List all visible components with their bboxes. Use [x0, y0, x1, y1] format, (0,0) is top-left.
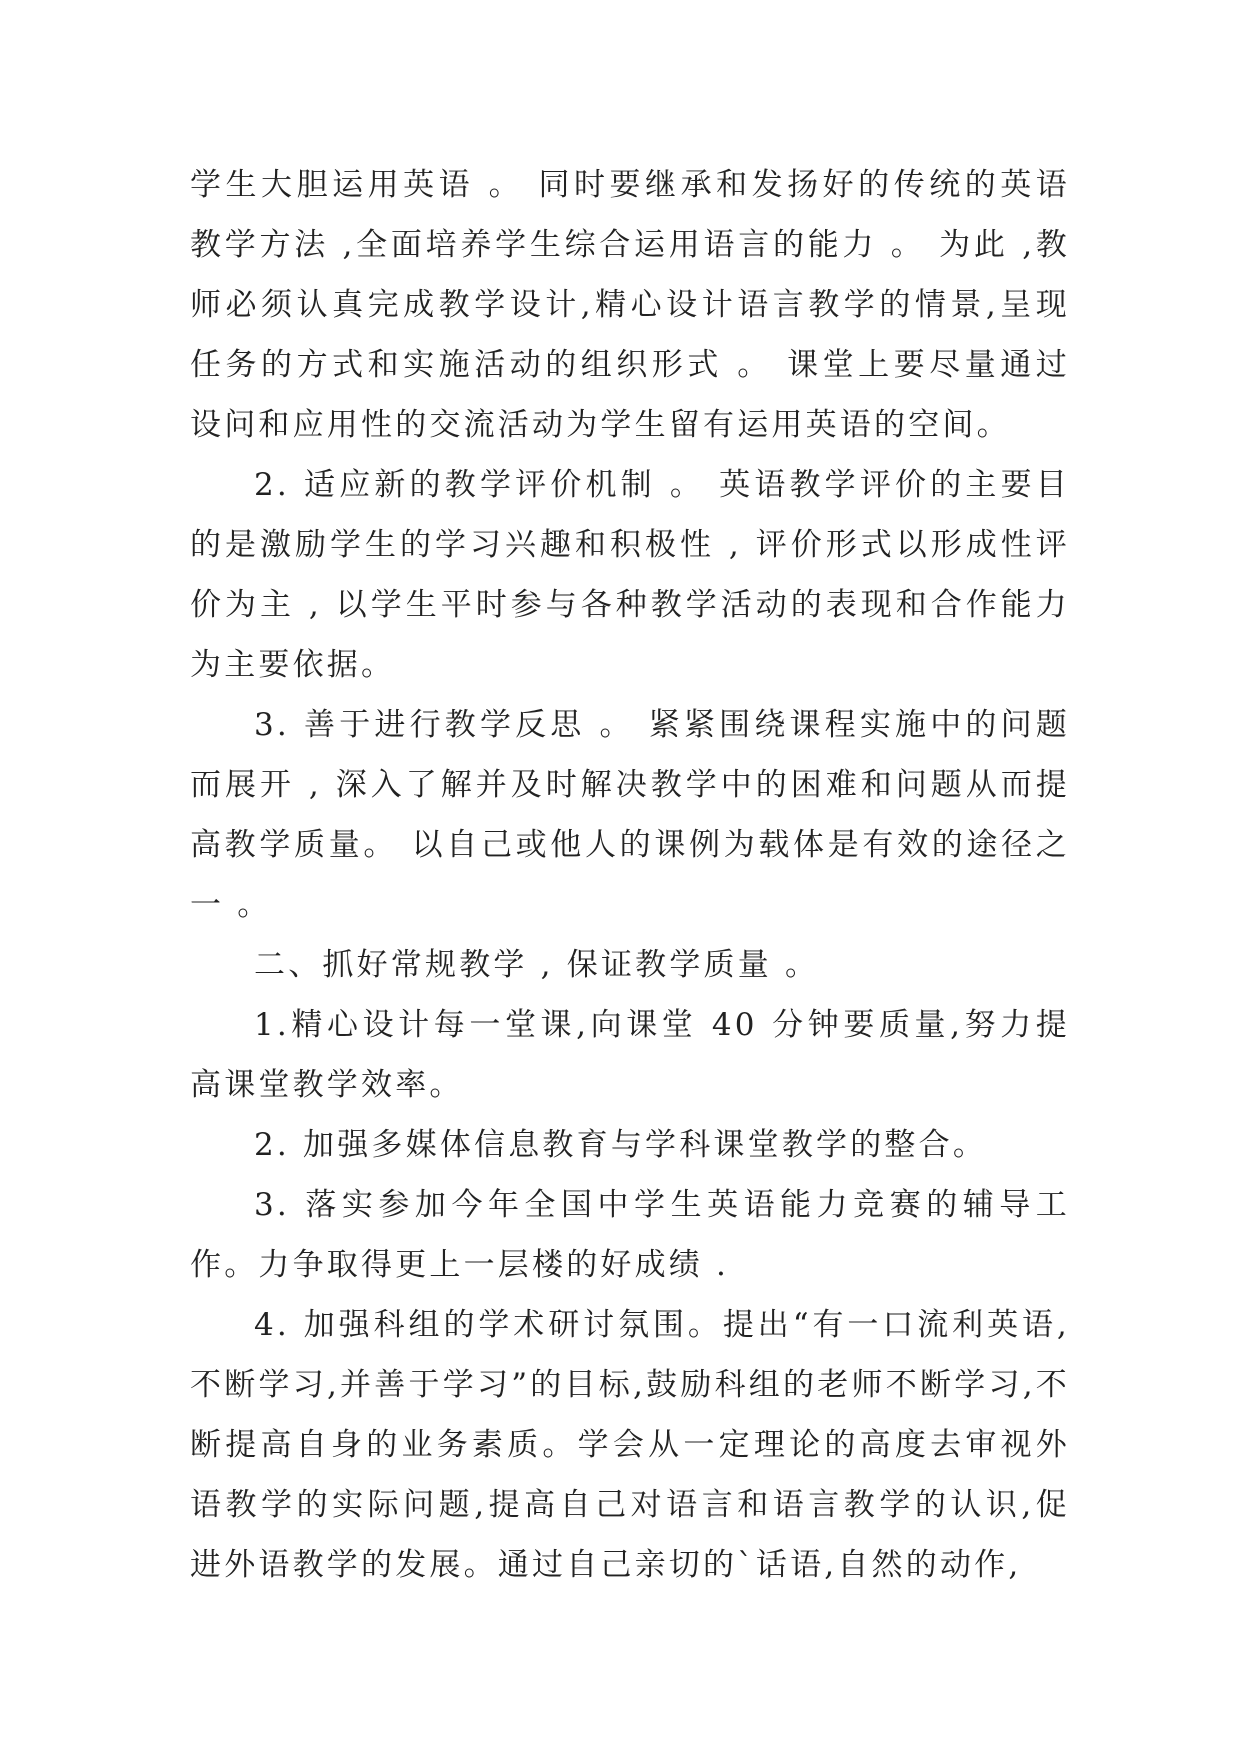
paragraph-item-2-evaluation: 2. 适应新的教学评价机制 。 英语教学评价的主要目的是激励学生的学习兴趣和积极性 , 评价形式以形成性评价为主 , 以学生平时参与各种教学活动的表现和合作能力为主要依据。 [190, 467, 1070, 683]
paragraph-item-1-lesson-design: 1.精心设计每一堂课,向课堂 40 分钟要质量,努力提高课堂教学效率。 [190, 1007, 1070, 1103]
paragraph-item-4-research: 4. 加强科组的学术研讨氛围。提出“有一口流利英语,不断学习,并善于学习”的目标,鼓励科组的老师不断学习,不断提高自身的业务素质。学会从一定理论的高度去审视外语教学的实际问题,提高自己对语言和语言教学的认识,促进外语教学的发展。通过自己亲切的`话语,自然的动作, [190, 1307, 1070, 1583]
paragraph-continuation: 学生大胆运用英语 。 同时要继承和发扬好的传统的英语教学方法 ,全面培养学生综合运用语言的能力 。 为此 ,教师必须认真完成教学设计,精心设计语言教学的情景,呈现任务的方式和实施活动的组织形式 。 课堂上要尽量通过设问和应用性的交流活动为学生留有运用英语的空间。 [190, 167, 1070, 443]
section-heading-routine-teaching: 二、抓好常规教学 , 保证教学质量 。 [254, 947, 820, 983]
paragraph-item-3-competition: 3. 落实参加今年全国中学生英语能力竞赛的辅导工作。力争取得更上一层楼的好成绩 . [190, 1187, 1070, 1283]
paragraph-item-2-multimedia: 2. 加强多媒体信息教育与学科课堂教学的整合。 [254, 1127, 988, 1163]
body-text [190, 155, 1070, 1595]
paragraph-item-3-reflection: 3. 善于进行教学反思 。 紧紧围绕课程实施中的问题而展开 , 深入了解并及时解决教学中的困难和问题从而提高教学质量。 以自己或他人的课例为载体是有效的途径之一 。 [190, 707, 1070, 923]
